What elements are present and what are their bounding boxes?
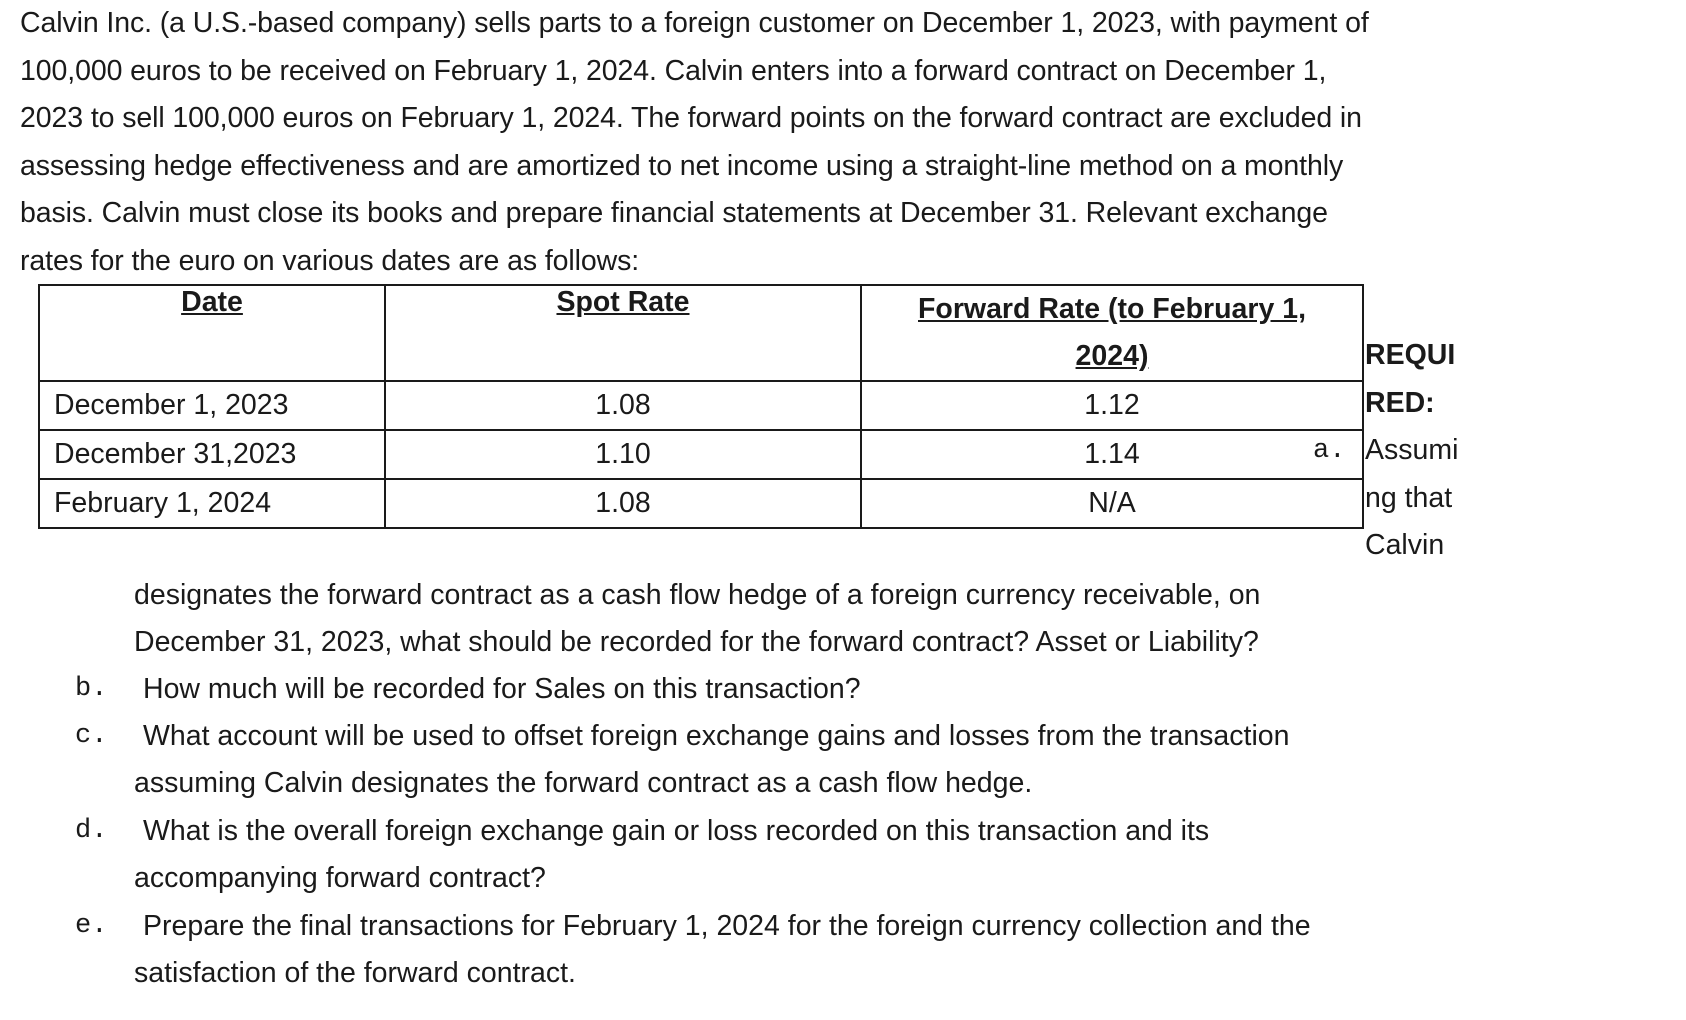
question-a-wrap-line: ng that	[1365, 481, 1453, 514]
question-c-line: What account will be used to offset foreign exchange gains and losses from the transaction	[143, 720, 1290, 752]
required-heading-line1: REQUI	[1365, 339, 1456, 371]
question-a-wrap-line: Calvin	[1365, 529, 1445, 561]
question-c-marker: c.	[75, 721, 108, 751]
question-d-marker: d.	[75, 816, 108, 846]
cell-spot: 1.08	[385, 381, 861, 430]
table-row	[39, 479, 1363, 528]
question-b-line: How much will be recorded for Sales on this transaction?	[143, 673, 861, 705]
question-a-line: December 31, 2023, what should be recorded for the forward contract? Asset or Liability?	[134, 626, 1259, 658]
cell-date: December 31,2023	[39, 430, 385, 479]
cell-date: February 1, 2024	[39, 479, 385, 528]
question-e-line: Prepare the final transactions for February 1, 2024 for the foreign currency collection and the	[143, 910, 1311, 942]
question-a-line: designates the forward contract as a cash flow hedge of a foreign currency receivable, on	[134, 579, 1261, 611]
intro-line: rates for the euro on various dates are as follows:	[20, 244, 640, 277]
cell-forward: N/A	[861, 479, 1363, 528]
intro-line: 100,000 euros to be received on February 1, 2024. Calvin enters into a forward contract on December 1,	[20, 54, 1327, 87]
question-e-marker: e.	[75, 911, 108, 941]
required-heading-line2: RED:	[1365, 386, 1435, 419]
required-heading	[1365, 332, 1475, 570]
question-d-line: accompanying forward contract?	[134, 862, 546, 894]
question-e-line: satisfaction of the forward contract.	[134, 957, 576, 989]
intro-line: basis. Calvin must close its books and prepare financial statements at December 31. Relevant exchange	[20, 197, 1328, 229]
question-b-marker: b.	[75, 674, 108, 704]
header-forward-rate	[861, 285, 1363, 381]
header-spot-rate: Spot Rate	[385, 285, 861, 381]
question-c-line: assuming Calvin designates the forward contract as a cash flow hedge.	[134, 767, 1033, 799]
question-a-wrap-line: Assumi	[1365, 434, 1459, 466]
cell-forward: 1.12	[861, 381, 1363, 430]
cell-date: December 1, 2023	[39, 381, 385, 430]
table-row	[39, 430, 1363, 479]
question-d-line: What is the overall foreign exchange gain or loss recorded on this transaction and its	[143, 815, 1210, 847]
table-row	[39, 381, 1363, 430]
problem-intro	[20, 0, 1490, 285]
intro-line: 2023 to sell 100,000 euros on February 1, 2024. The forward points on the forward contract are excluded in	[20, 102, 1362, 134]
intro-line: assessing hedge effectiveness and are amortized to net income using a straight-line method on a monthly	[20, 149, 1344, 182]
table-header-row	[39, 285, 1363, 381]
exchange-rate-table	[38, 284, 1364, 529]
header-date: Date	[39, 285, 385, 381]
header-forward-rate-line1: Forward Rate (to February 1,	[918, 293, 1306, 325]
cell-spot: 1.10	[385, 430, 861, 479]
cell-spot: 1.08	[385, 479, 861, 528]
question-a-marker: a.	[1313, 436, 1346, 466]
intro-line: Calvin Inc. (a U.S.-based company) sells parts to a foreign customer on December 1, 2023, with payment of	[20, 7, 1369, 39]
header-forward-rate-line2: 2024)	[1075, 340, 1149, 372]
cell-forward: 1.14	[861, 430, 1363, 479]
